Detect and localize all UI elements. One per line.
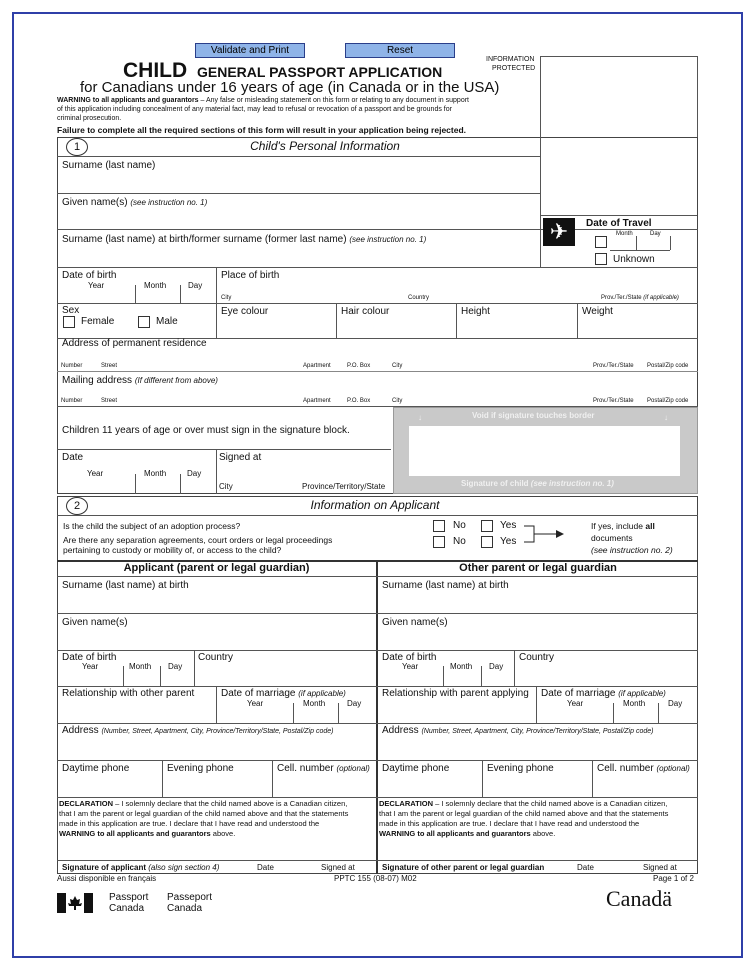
dob-year: Year [88,281,105,290]
arrow-left-icon: ↓ [418,413,422,422]
pob-city: City [221,295,232,301]
applicant-heading: Applicant (parent or legal guardian) [123,562,310,574]
section2-number: 2 [66,497,88,515]
applicant-cell-label: Cell. number (optional) [277,763,370,774]
title-child: CHILD [123,59,188,82]
male-checkbox[interactable] [138,316,150,328]
child-signature-field[interactable] [409,426,680,476]
separation-yes-checkbox[interactable] [481,536,493,548]
applicant-daytime-phone-label: Daytime phone [62,763,130,774]
applicant-marriage-year: Year [247,699,264,708]
mail-pobox: P.O. Box [347,398,371,404]
mail-apartment: Apartment [303,398,331,404]
other-given-label: Given name(s) [382,617,448,628]
child-birth-surname-label: Surname (last name) at birth/former surname (former last name) (see instruction no. 1) [62,234,427,245]
other-declaration: DECLARATION – I solemnly declare that the child named above is a Canadian citizen, that I am the parent or legal guardian of the child named above and that the statements made in this application are true. I declare that I have read and understood the WARNING to all applicants and guarantors above. [379,799,669,838]
reset-button[interactable]: Reset [345,43,455,58]
other-dob-label: Date of birth [382,652,437,663]
mail-prov: Prov./Ter./State [593,398,634,404]
applicant-marriage-label: Date of marriage (if applicable) [221,688,346,699]
section1-title: Child's Personal Information [250,139,400,153]
applicant-sig-signed-at: Signed at [321,863,355,872]
other-sig-date: Date [577,863,594,872]
perm-postal: Postal/Zip code [647,363,689,369]
adoption-question: Is the child the subject of an adoption process? [63,521,241,531]
failure-notice: Failure to complete all the required sections of this form will result in your application being rejected. [57,125,467,135]
canada-wordmark: Canadä [606,886,672,911]
other-marriage-year: Year [567,699,584,708]
if-yes-note-2: documents [591,533,633,543]
eye-colour-label: Eye colour [221,306,269,317]
arrow-right-icon: ↓ [664,413,668,422]
other-surname-label: Surname (last name) at birth [382,580,509,591]
date-of-travel-label: Date of Travel [586,218,652,229]
applicant-address-label: Address (Number, Street, Apartment, City, Province/Territory/State, Postal/Zip code) [62,725,334,736]
adoption-yes-label: Yes [500,520,517,531]
warning-text-1: WARNING to all applicants and guarantors – Any false or misleading statement on this form or relating to any document in support [57,97,469,104]
other-dob-month: Month [450,662,473,671]
other-sig-signed-at: Signed at [643,863,677,872]
warning-text-2: of this application including concealment of any material fact, may lead to refusal or revocation of a passport and be grounds for [57,106,452,113]
airplane-icon: ✈ [543,218,575,246]
page-title: GENERAL PASSPORT APPLICATION [197,64,443,80]
section2-title: Information on Applicant [310,498,440,512]
sign-year: Year [87,469,104,478]
applicant-dob-month: Month [129,662,152,671]
travel-year-field[interactable] [595,236,607,248]
perm-city: City [392,363,403,369]
signed-city: City [219,482,233,491]
canada-flag-icon [57,893,93,913]
child-given-label: Given name(s) (see instruction no. 1) [62,197,208,208]
applicant-sig-date: Date [257,863,274,872]
other-daytime-phone-label: Daytime phone [382,763,450,774]
mail-postal: Postal/Zip code [647,398,689,404]
passport-canada-fr-1: Passeport [167,892,213,903]
applicant-given-label: Given name(s) [62,617,128,628]
applicant-dob-year: Year [82,662,99,671]
applicant-relationship-label: Relationship with other parent [62,688,195,699]
female-checkbox[interactable] [63,316,75,328]
other-dob-year: Year [402,662,419,671]
form-code: PPTC 155 (08-07) M02 [334,874,417,883]
other-cell-label: Cell. number (optional) [597,763,690,774]
applicant-evening-phone-label: Evening phone [167,763,234,774]
warning-text-3: criminal prosecution. [57,115,122,122]
applicant-dob-label: Date of birth [62,652,117,663]
other-dob-day: Day [489,662,504,671]
child-signature-label: Signature of child (see instruction no. 1) [461,479,614,488]
weight-label: Weight [582,306,613,317]
page-subtitle: for Canadians under 16 years of age (in Canada or in the USA) [80,79,500,96]
applicant-marriage-day: Day [347,699,362,708]
void-note: Void if signature touches border [472,411,595,420]
applicant-marriage-month: Month [303,699,326,708]
height-label: Height [461,306,490,317]
pob-province: Prov./Ter./State (if applicable) [601,295,679,301]
passport-canada-en-2: Canada [109,903,145,914]
perm-apartment: Apartment [303,363,331,369]
perm-address-label: Address of permanent residence [62,338,207,349]
applicant-surname-label: Surname (last name) at birth [62,580,189,591]
dob-label: Date of birth [62,270,117,281]
mail-city: City [392,398,403,404]
french-note: Aussi disponible en français [57,874,157,883]
unknown-label: Unknown [613,254,655,265]
mailing-label: Mailing address (If different from above) [62,375,218,386]
sex-label: Sex [62,305,80,316]
applicant-declaration: DECLARATION – I solemnly declare that the child named above is a Canadian citizen, that I am the parent or legal guardian of the child named above and that the statements made in this application are true. I declare that I have read and understood the WARNING to all applicants and guarantors above. [59,799,349,838]
child-surname-label: Surname (last name) [62,160,156,171]
pob-country: Country [408,295,430,301]
adoption-yes-checkbox[interactable] [481,520,493,532]
other-address-label: Address (Number, Street, Apartment, City, Province/Territory/State, Postal/Zip code) [382,725,654,736]
page-number: Page 1 of 2 [653,874,694,883]
sign-month: Month [144,469,167,478]
signed-province: Province/Territory/State [302,482,386,491]
other-marriage-day: Day [668,699,683,708]
other-signature-label: Signature of other parent or legal guardian [382,863,545,872]
hair-colour-label: Hair colour [341,306,390,317]
other-relationship-label: Relationship with parent applying [382,688,529,699]
separation-no-checkbox[interactable] [433,536,445,548]
passport-canada-fr-2: Canada [167,903,203,914]
mail-number: Number [61,398,83,404]
separation-yes-label: Yes [500,536,517,547]
children-sign-note: Children 11 years of age or over must sign in the signature block. [62,425,350,436]
other-evening-phone-label: Evening phone [487,763,554,774]
mail-street: Street [101,398,118,404]
separation-question-2: pertaining to custody or mobility of, or access to the child? [63,545,282,555]
female-label: Female [81,316,115,327]
applicant-signature-label: Signature of applicant (also sign section 4) [62,863,220,872]
other-marriage-label: Date of marriage (if applicable) [541,688,666,699]
applicant-country-label: Country [198,652,234,663]
adoption-no-label: No [453,520,466,531]
info-protected-1: INFORMATION [486,56,535,63]
other-marriage-month: Month [623,699,646,708]
unknown-checkbox[interactable] [595,253,607,265]
if-yes-note-1: If yes, include all [591,521,655,531]
sign-date-label: Date [62,452,84,463]
male-label: Male [156,316,178,327]
dob-day: Day [188,281,203,290]
perm-prov: Prov./Ter./State [593,363,634,369]
other-parent-heading: Other parent or legal guardian [459,562,617,574]
passport-canada-en-1: Passport [109,892,149,903]
signed-at-label: Signed at [219,452,262,463]
bracket-arrow-icon [524,524,566,546]
pob-label: Place of birth [221,270,280,281]
travel-month-label: Month [616,231,633,237]
applicant-dob-day: Day [168,662,183,671]
adoption-no-checkbox[interactable] [433,520,445,532]
sign-day: Day [187,469,202,478]
travel-day-label: Day [650,231,661,237]
if-yes-note-3: (see instruction no. 2) [591,545,673,555]
perm-pobox: P.O. Box [347,363,371,369]
validate-and-print-button[interactable]: Validate and Print [195,43,305,58]
separation-no-label: No [453,536,466,547]
section1-number: 1 [66,138,88,156]
perm-street: Street [101,363,118,369]
separation-question-1: Are there any separation agreements, court orders or legal proceedings [63,535,333,545]
perm-number: Number [61,363,83,369]
other-country-label: Country [519,652,555,663]
info-protected-2: PROTECTED [492,65,536,72]
dob-month: Month [144,281,167,290]
